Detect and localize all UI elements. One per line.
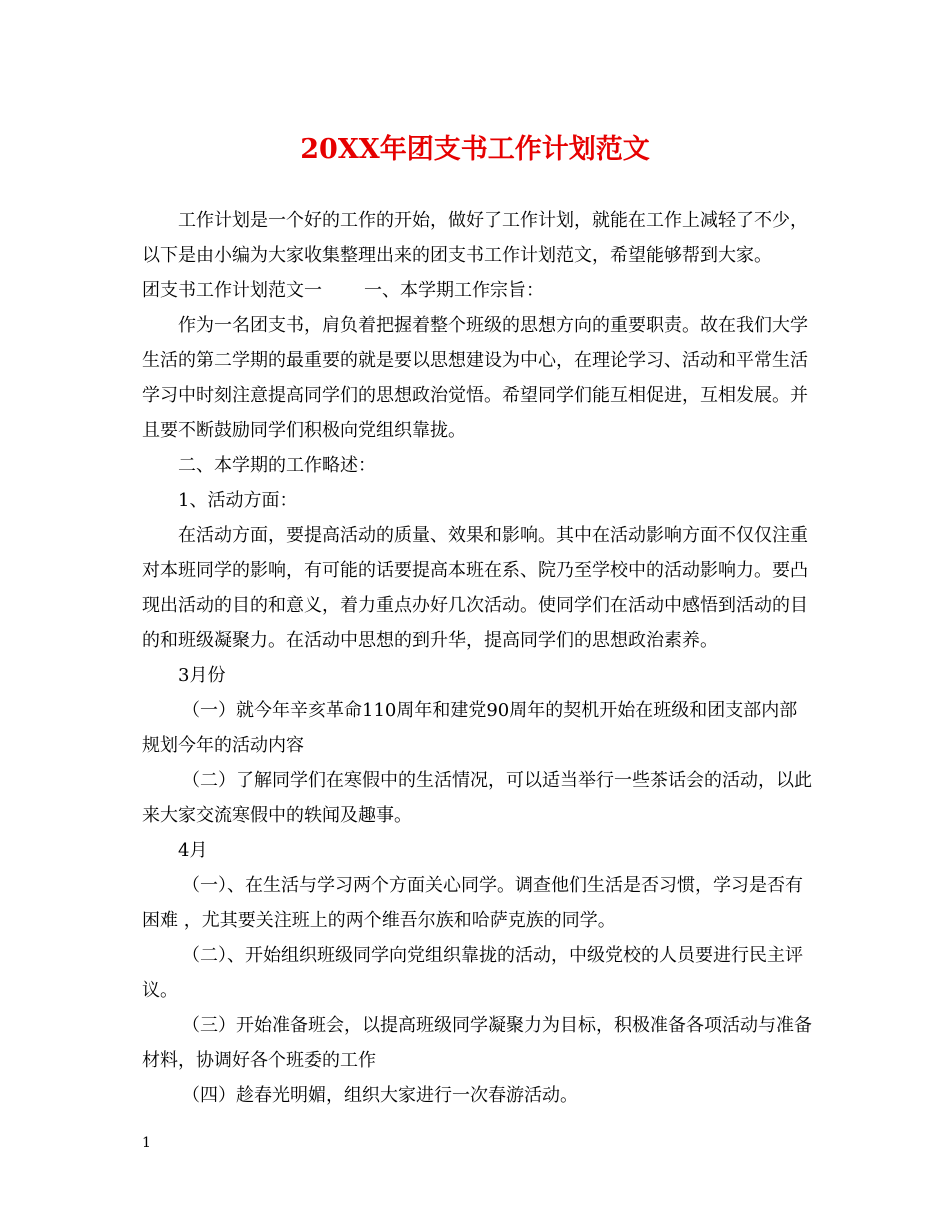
document-title: 20XX年团支书工作计划范文 (300, 134, 650, 165)
page-number: 1 (142, 1135, 151, 1151)
sub-heading-activities: 1、活动方面： (178, 490, 298, 511)
intro-paragraph: 工作计划是一个好的工作的开始，做好了工作计划，就能在工作上减轻了不少，以下是由小编为大家收集整理出来的团支书工作计划范文，希望能够帮到大家。 (142, 210, 808, 266)
april-item-2: （二）、开始组织班级同学向党组织靠拢的活动，中级党校的人员要进行民主评议。 (142, 945, 803, 1001)
document-body (142, 203, 812, 1113)
april-item-4: （四）趁春光明媚，组织大家进行一次春游活动。 (182, 1085, 578, 1106)
section-heading-purpose: 一、本学期工作宗旨： (364, 280, 544, 301)
purpose-paragraph: 作为一名团支书，肩负着把握着整个班级的思想方向的重要职责。故在我们大学生活的第二学期的最重要的就是要以思想建设为中心，在理论学习、活动和平常生活学习中时刻注意提高同学们的思想政治觉悟。希望同学们能互相促进，互相发展。并且要不断鼓励同学们积极向党组织靠拢。 (142, 315, 808, 441)
month-march: 3月份 (178, 665, 226, 686)
section-label: 团支书工作计划范文一 (142, 280, 322, 301)
april-item-3: （三）开始准备班会，以提高班级同学凝聚力为目标，积极准备各项活动与准备材料，协调好各个班委的工作 (142, 1015, 812, 1071)
activities-paragraph: 在活动方面，要提高活动的质量、效果和影响。其中在活动影响方面不仅仅注重对本班同学的影响，有可能的话要提高本班在系、院乃至学校中的活动影响力。要凸现出活动的目的和意义，着力重点办好几次活动。使同学们在活动中感悟到活动的目的和班级凝聚力。在活动中思想的到升华，提高同学们的思想政治素养。 (142, 525, 808, 651)
month-april: 4月 (178, 840, 208, 861)
march-item-2: （二）了解同学们在寒假中的生活情况，可以适当举行一些茶话会的活动，以此来大家交流寒假中的轶闻及趣事。 (142, 770, 812, 826)
april-item-1: （一）、在生活与学习两个方面关心同学。调查他们生活是否习惯，学习是否有困难 ，尤其要关注班上的两个维吾尔族和哈萨克族的同学。 (142, 875, 803, 931)
section-heading-overview: 二、本学期的工作略述： (178, 455, 376, 476)
section-line (142, 273, 812, 308)
march-item-1: （一）就今年辛亥革命110周年和建党90周年的契机开始在班级和团支部内部规划今年的活动内容 (142, 700, 798, 756)
